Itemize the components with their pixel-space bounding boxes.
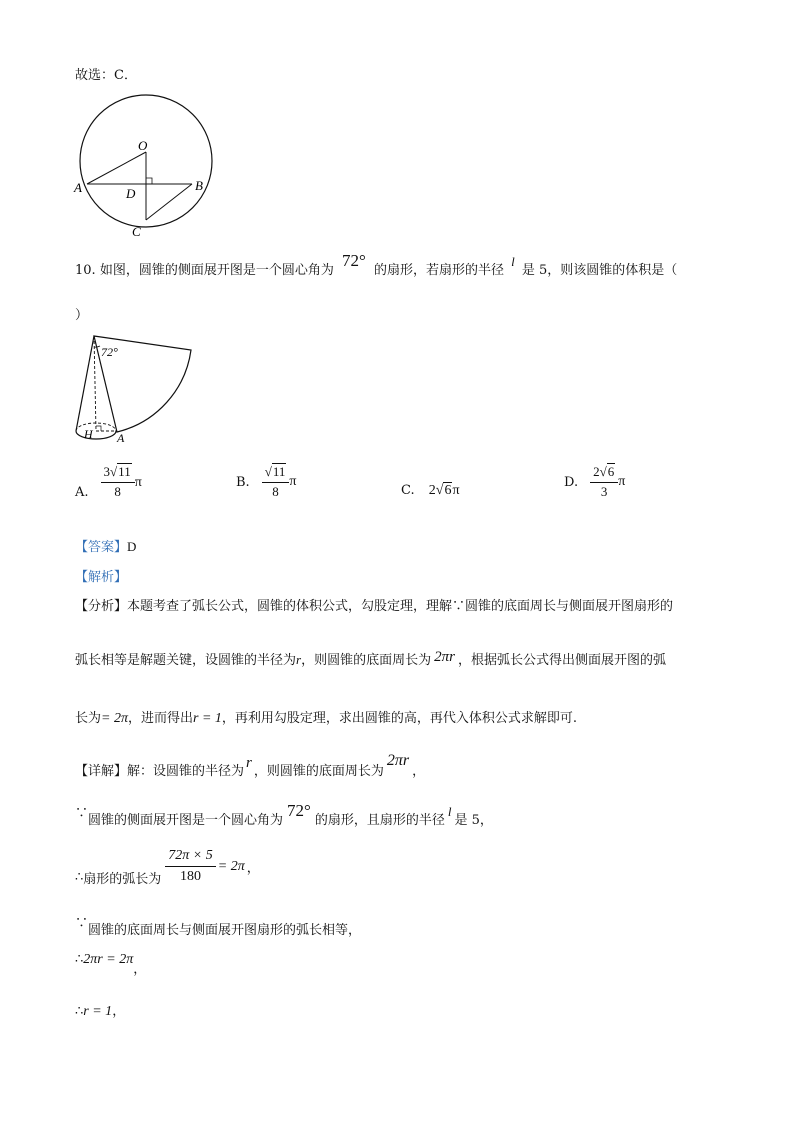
- circle-chord-figure: [70, 92, 220, 240]
- answer-tag: 【答案】: [75, 540, 128, 555]
- answer-value: D: [127, 539, 137, 554]
- detail-line-4: ∵圆锥的底面周长与侧面展开图扇形的弧长相等，: [75, 916, 362, 938]
- label-B: B: [195, 178, 203, 193]
- label-C: C: [132, 224, 141, 239]
- answer-line: [75, 536, 136, 555]
- option-a[interactable]: A. $\frac{3√11}{8}$ π: [75, 464, 142, 500]
- var-l: l: [511, 254, 515, 269]
- label-D: D: [126, 186, 136, 201]
- previous-answer-text: 故选：C．: [75, 68, 137, 83]
- question-10-paren: ）: [75, 308, 89, 323]
- label-A2: A: [117, 431, 125, 445]
- question-10-line1: 10. 如图，圆锥的侧面展开图是一个圆心角为 72° 的扇形，若扇形的半径 l 是 5，则该圆锥的体积是（: [75, 251, 678, 278]
- detail-line-1: 【详解】解：设圆锥的半径为r，则圆锥的底面周长为2πr，: [75, 752, 426, 779]
- detail-line-3: ∴ 扇形的弧长为 $\frac{72\pi \times 5}{180}$ = 2π ，: [75, 847, 260, 887]
- option-c[interactable]: C. 2√6π: [401, 483, 460, 498]
- angle-72: 72°: [341, 251, 366, 270]
- detail-line-5: ∴2πr = 2π，: [75, 952, 147, 977]
- analysis-line-1: 【分析】本题考查了弧长公式，圆锥的体积公式，勾股定理，理解∵圆锥的底面周长与侧面展开图扇形的: [75, 599, 674, 614]
- analysis-tag: 【解析】: [75, 570, 128, 585]
- label-H: H: [84, 427, 93, 441]
- detail-line-2: ∵圆锥的侧面展开图是一个圆心角为72°的扇形，且扇形的半径l是 5，: [75, 801, 493, 828]
- option-b[interactable]: B. $\frac{√11}{8}$ π: [236, 464, 297, 499]
- label-72: 72°: [101, 345, 118, 359]
- detail-line-6: ∴r = 1，: [75, 1004, 126, 1019]
- label-A: A: [74, 180, 82, 195]
- analysis-line-2: 弧长相等是解题关键，设圆锥的半径为r，则圆锥的底面周长为 2πr ，根据弧长公式得出侧面展开图的弧: [75, 649, 666, 668]
- label-O: O: [138, 138, 148, 153]
- question-number: 10.: [75, 263, 96, 278]
- analysis-line-3: 长为= 2π，进而得出r = 1，再利用勾股定理，求出圆锥的高，再代入体积公式求解即可.: [75, 711, 578, 726]
- cone-sector-figure: [70, 330, 200, 450]
- option-d[interactable]: D. $\frac{2√6}{3}$ π: [564, 464, 626, 499]
